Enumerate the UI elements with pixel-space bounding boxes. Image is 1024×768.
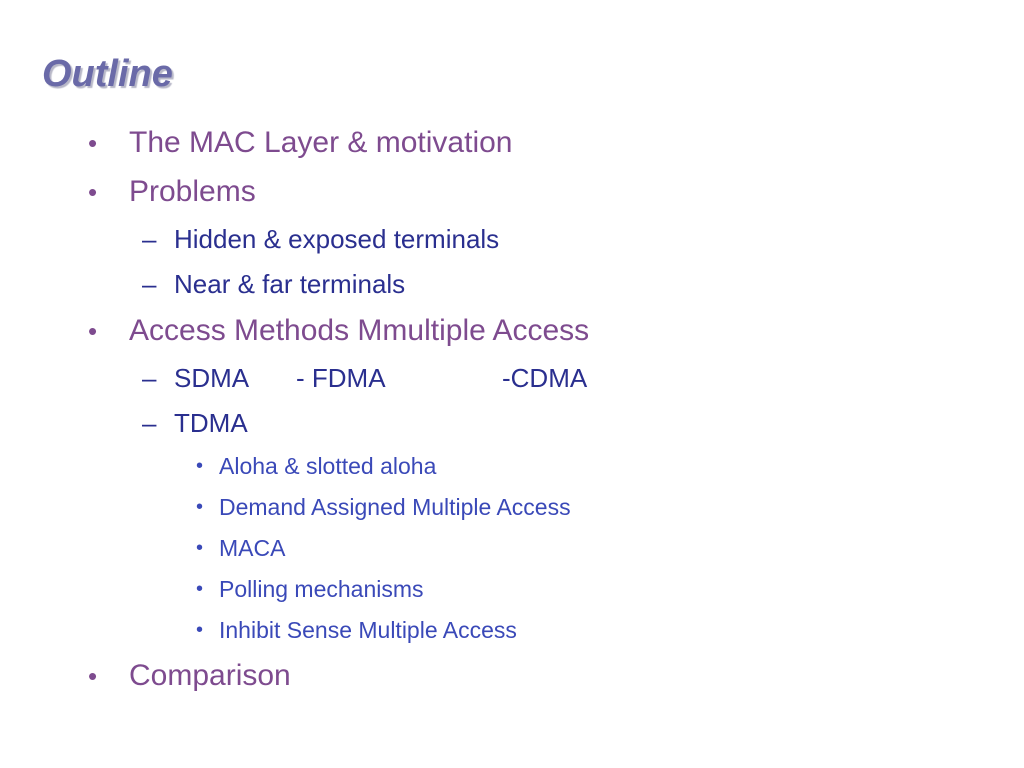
outline-subsubitem-text: Polling mechanisms	[219, 576, 424, 602]
bullet-icon: •	[196, 619, 204, 641]
sdma-label: SDMA	[174, 363, 250, 393]
slide-title: Outline	[42, 53, 173, 95]
bullet-icon: •	[88, 316, 98, 346]
bullet-icon: •	[196, 496, 204, 518]
dash-icon: –	[142, 408, 157, 438]
bullet-icon: •	[196, 537, 204, 559]
dash-icon: –	[142, 269, 157, 299]
cdma-label: -CDMA	[502, 363, 588, 393]
outline-subitem-text: Near & far terminals	[174, 269, 406, 299]
bullet-icon: •	[88, 177, 98, 207]
bullet-icon: •	[88, 661, 98, 691]
outline-subitem-text: Hidden & exposed terminals	[174, 224, 500, 254]
outline-item-text: Comparison	[129, 659, 291, 692]
fdma-label: - FDMA	[296, 363, 386, 393]
outline-subsubitem-text: Inhibit Sense Multiple Access	[219, 617, 517, 643]
bullet-icon: •	[88, 128, 98, 158]
dash-icon: –	[142, 363, 157, 393]
outline-item-text: Problems	[129, 175, 256, 208]
outline-item-text: Access Methods Mmultiple Access	[129, 314, 590, 347]
dash-icon: –	[142, 224, 157, 254]
bullet-icon: •	[196, 578, 204, 600]
bullet-icon: •	[196, 455, 204, 477]
outline-subsubitem-text: Demand Assigned Multiple Access	[219, 494, 571, 520]
outline-item-text: The MAC Layer & motivation	[129, 126, 513, 159]
outline-subsubitem-text: MACA	[219, 535, 286, 561]
outline-subsubitem-text: Aloha & slotted aloha	[219, 453, 437, 479]
outline-subitem-text: TDMA	[174, 408, 248, 438]
